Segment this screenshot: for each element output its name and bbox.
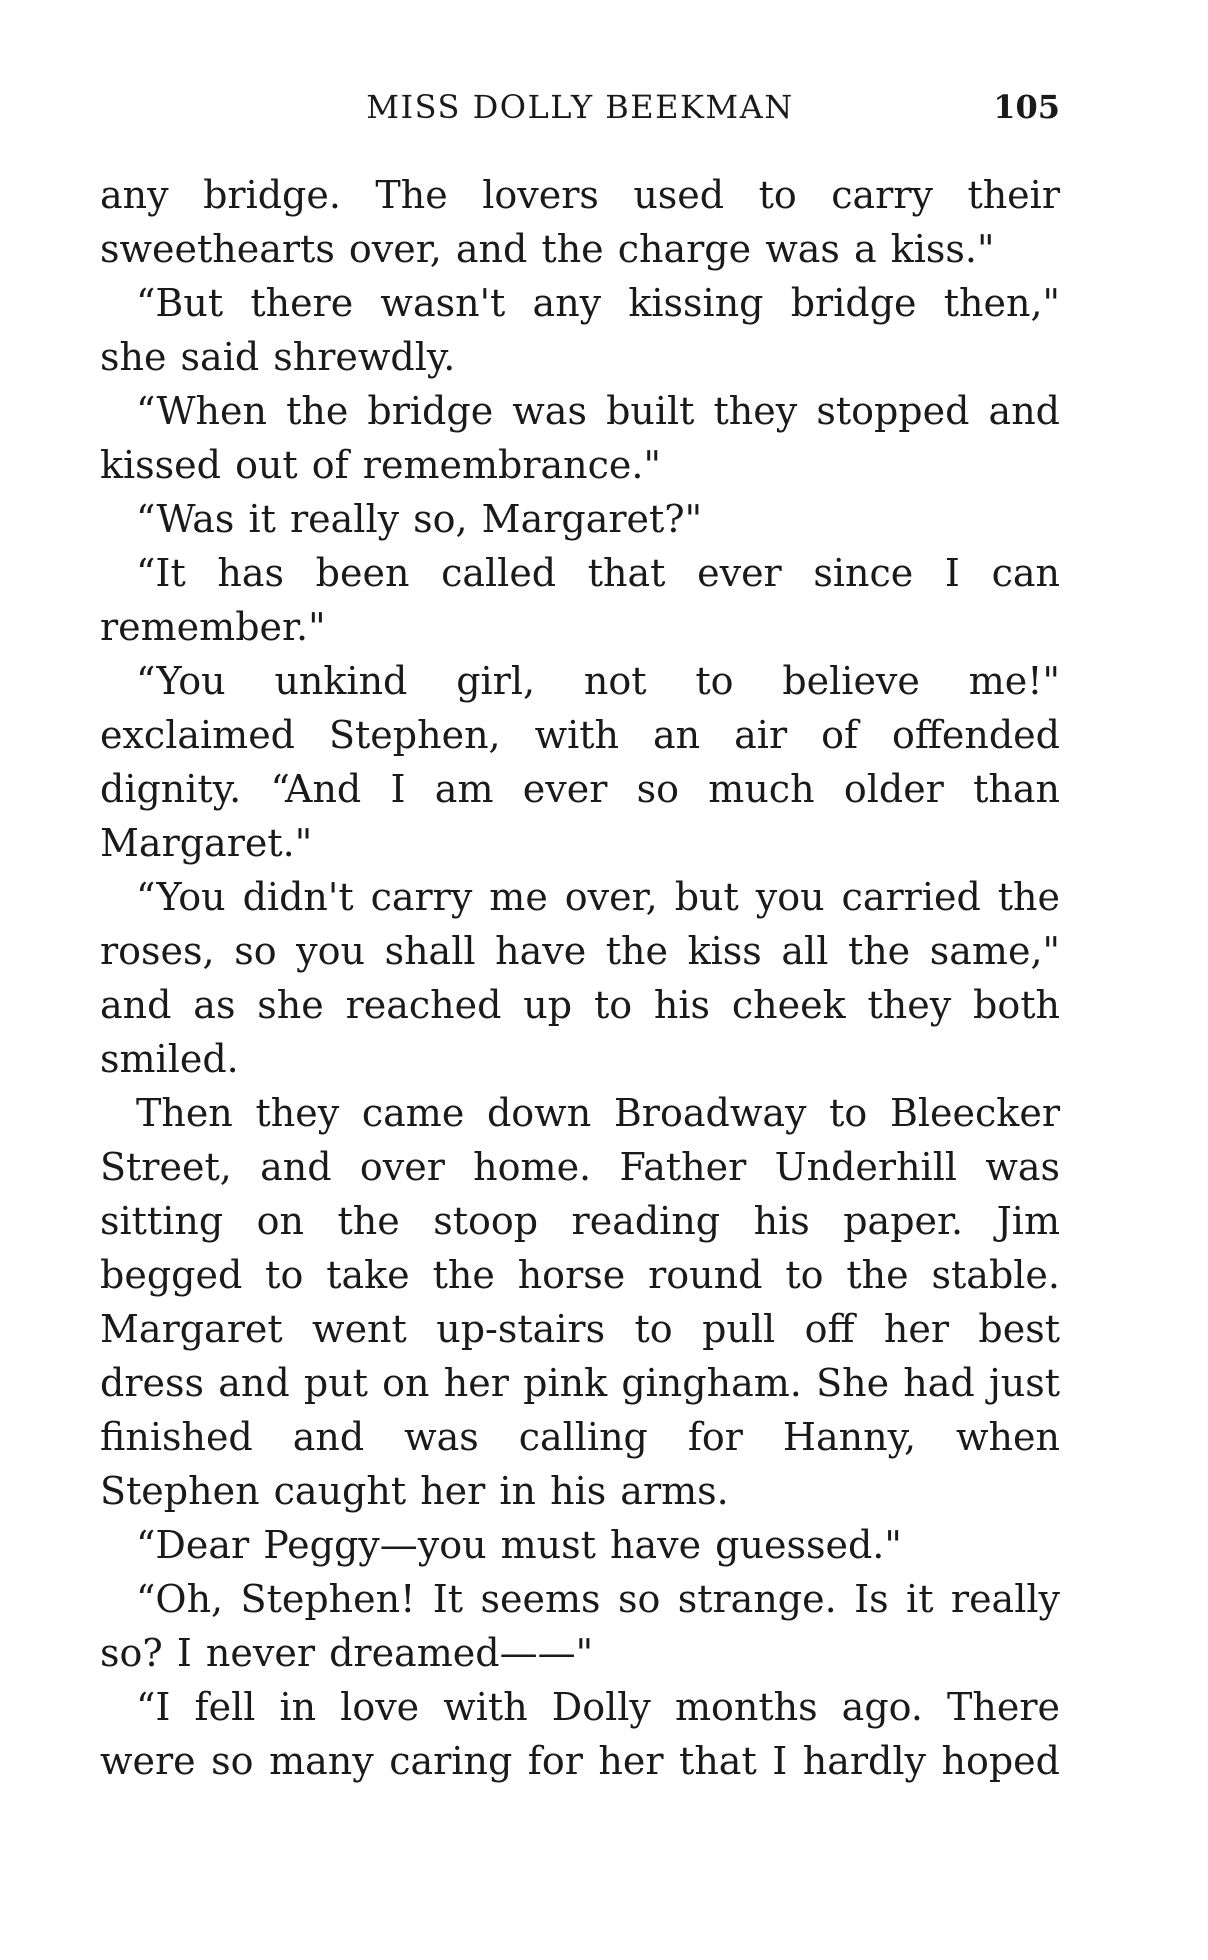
paragraph: “It has been called that ever since I can remember." bbox=[100, 551, 1060, 649]
paragraph: “When the bridge was built they stopped and kissed out of remembrance." bbox=[100, 389, 1060, 487]
running-title: MISS DOLLY BEEKMAN bbox=[366, 88, 794, 126]
paragraph: Then they came down Broadway to Bleecker Street, and over home. Father Underhill was sitting on the stoop reading his paper. Jim begged to take the horse round to the stable. Margaret went up-stairs to pull off her best dress and put on her pink gingham. She had just finished and was calling for Hanny, when Stephen caught her in his arms. bbox=[100, 1091, 1060, 1513]
body-text bbox=[100, 168, 1060, 1788]
book-page bbox=[100, 80, 1060, 1788]
paragraph: “You didn't carry me over, but you carried the roses, so you shall have the kiss all the same," and as she reached up to his cheek they both smiled. bbox=[100, 875, 1060, 1081]
paragraph: “But there wasn't any kissing bridge then," she said shrewdly. bbox=[100, 281, 1060, 379]
page-number: 105 bbox=[993, 88, 1060, 126]
paragraph: “You unkind girl, not to believe me!" exclaimed Stephen, with an air of offended dignity. “And I am ever so much older than Margaret." bbox=[100, 659, 1060, 865]
paragraph: “Was it really so, Margaret?" bbox=[136, 497, 703, 541]
paragraph: any bridge. The lovers used to carry their sweethearts over, and the charge was a kiss." bbox=[100, 173, 1060, 271]
paragraph: “I fell in love with Dolly months ago. There were so many caring for her that I hardly hoped bbox=[100, 1685, 1060, 1783]
paragraph: “Oh, Stephen! It seems so strange. Is it really so? I never dreamed——" bbox=[100, 1577, 1060, 1675]
paragraph: “Dear Peggy—you must have guessed." bbox=[136, 1523, 902, 1567]
running-head bbox=[100, 80, 1060, 140]
